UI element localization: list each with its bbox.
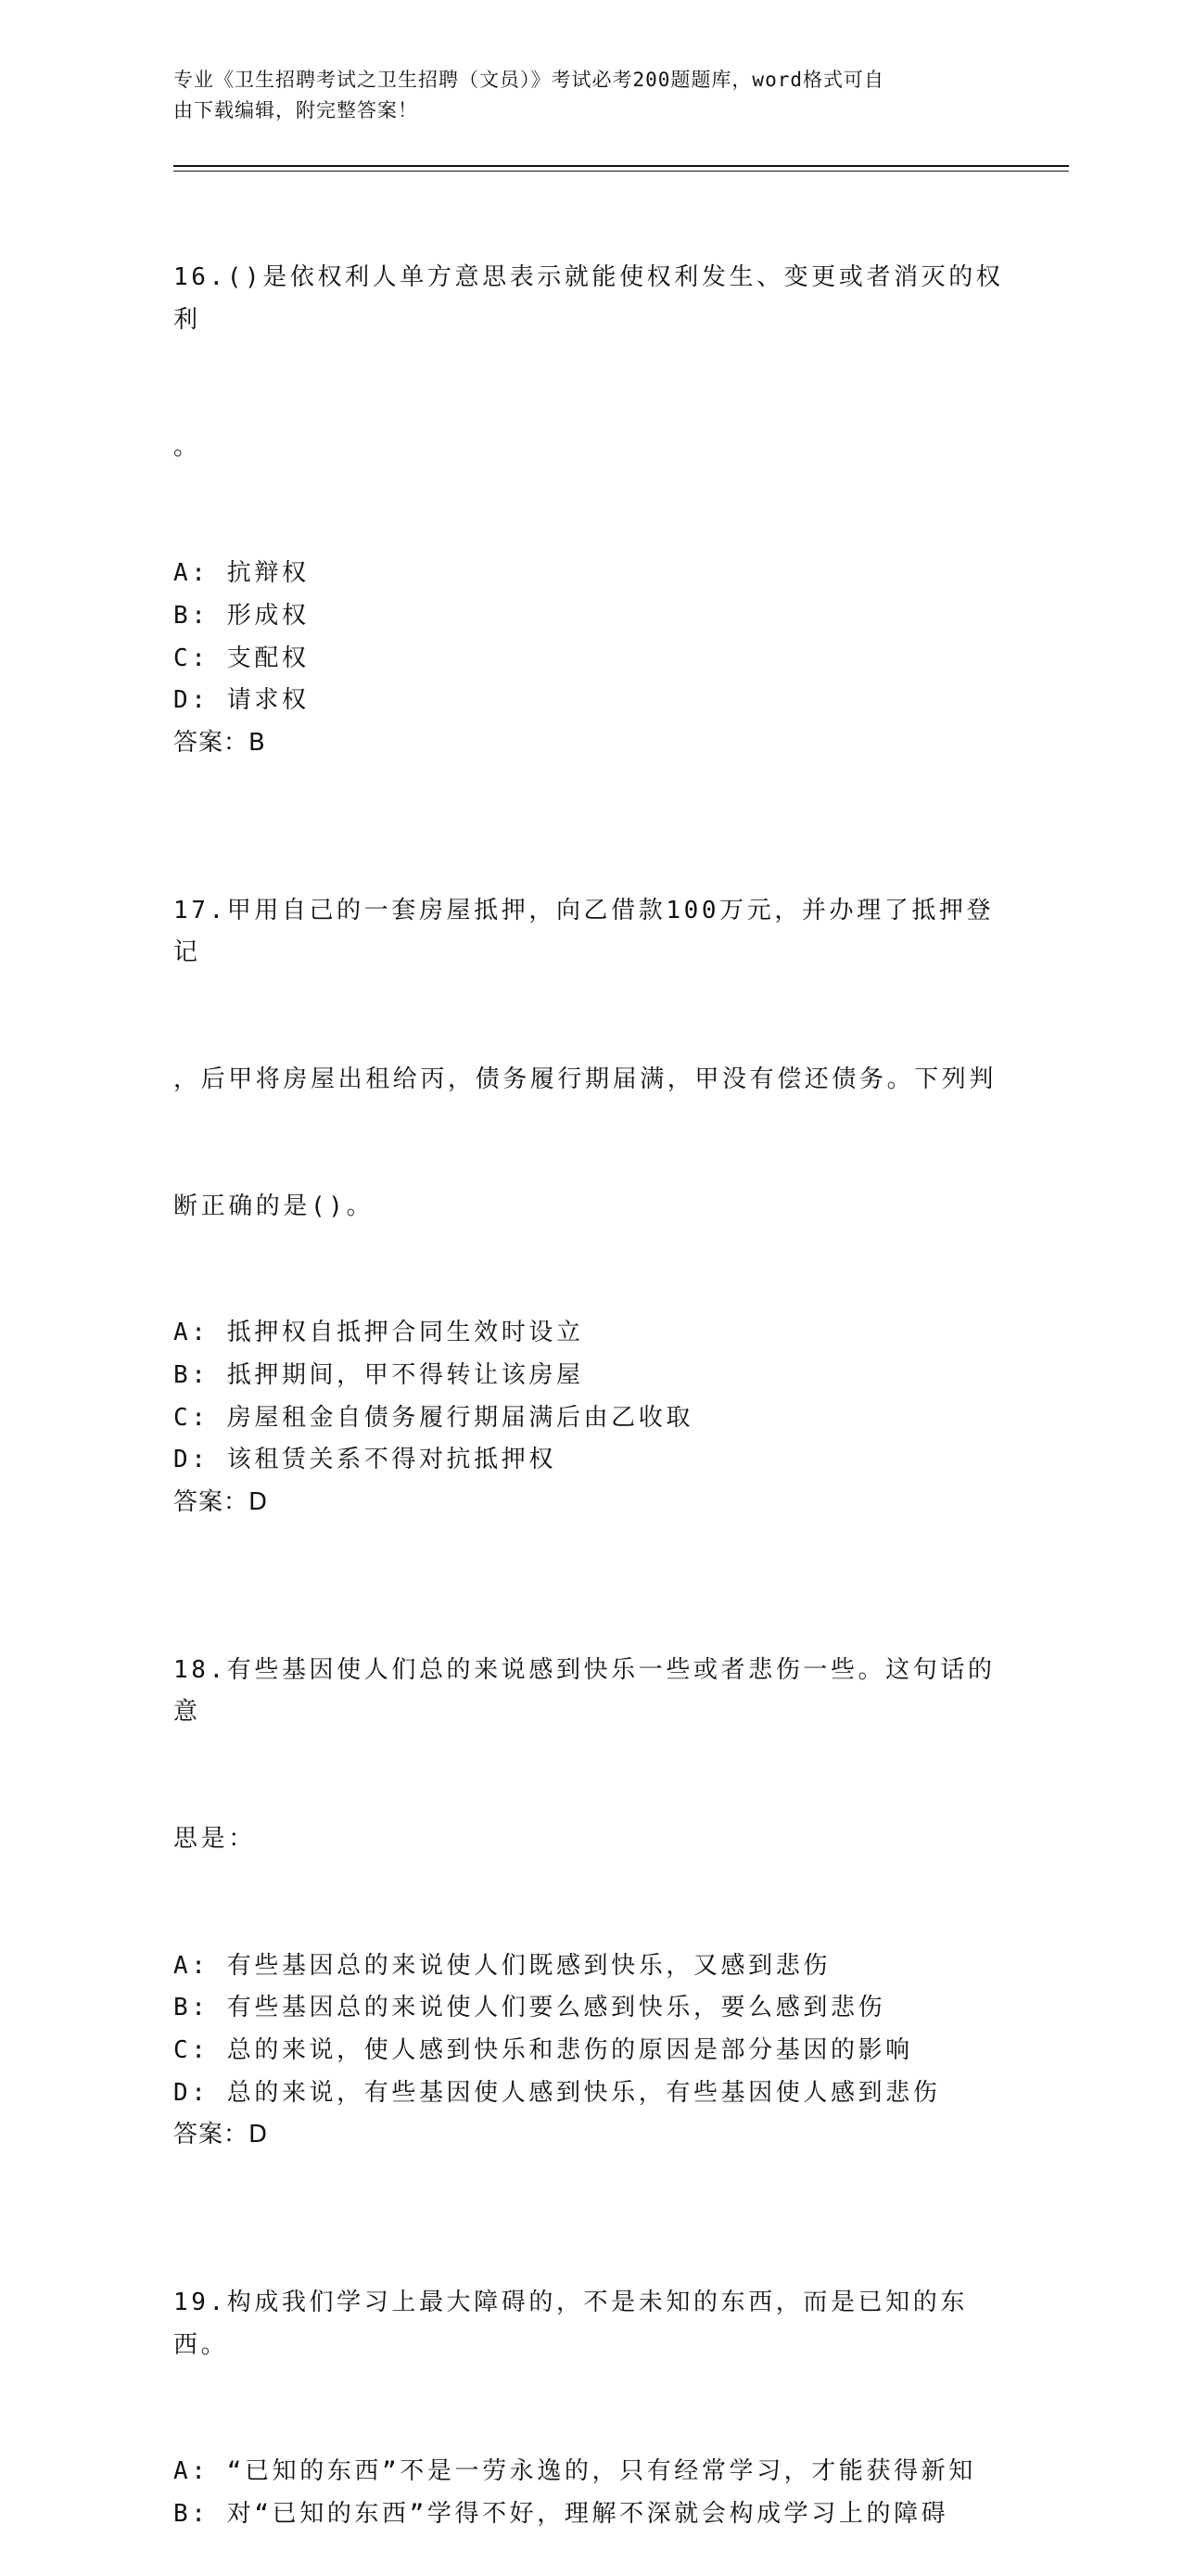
question-stem <box>173 1564 1008 1945</box>
header-divider-thick <box>173 165 1069 167</box>
question-16 <box>173 172 1008 764</box>
question-stem <box>173 2198 1008 2452</box>
question-list <box>173 172 1008 2576</box>
option-c: C: 总的来说，使人感到快乐和悲伤的原因是部分基因的影响 <box>173 2035 913 2064</box>
stem-line: 。 <box>173 432 201 461</box>
stem-line: 断正确的是()。 <box>173 1192 375 1220</box>
stem-line: 19.构成我们学习上最大障碍的，不是未知的东西，而是已知的东西。 <box>173 2288 968 2359</box>
question-stem <box>173 172 1008 553</box>
question-stem <box>173 805 1008 1312</box>
question-17 <box>173 805 1008 1524</box>
option-d: D: 总的来说，有些基因使人感到快乐，有些基因使人感到悲伤 <box>173 2078 941 2107</box>
stem-line: 18.有些基因使人们总的来说感到快乐一些或者悲伤一些。这句话的意 <box>173 1655 996 1727</box>
stem-line: 思是： <box>173 1824 256 1853</box>
option-c: C: 房屋租金自债务履行期届满后由乙收取 <box>173 1403 693 1432</box>
option-b: B: 有些基因总的来说使人们要么感到快乐，要么感到悲伤 <box>173 1994 886 2022</box>
header-line-1: 专业《卫生招聘考试之卫生招聘（文员）》考试必考200题题库，word格式可自 <box>173 69 884 91</box>
option-b: B: 对“已知的东西”学得不好，理解不深就会构成学习上的障碍 <box>173 2499 949 2528</box>
header-line-2: 由下载编辑，附完整答案！ <box>173 99 418 121</box>
option-d: D: 请求权 <box>173 686 310 715</box>
option-a: A: 抵押权自抵押合同生效时设立 <box>173 1319 584 1347</box>
document-header <box>173 65 1008 126</box>
answer-line: 答案：B <box>173 728 266 757</box>
stem-line: 17.甲用自己的一套房屋抵押，向乙借款100万元，并办理了抵押登记 <box>173 896 995 967</box>
stem-line: ，后甲将房屋出租给丙，债务履行期届满，甲没有偿还债务。下列判 <box>173 1065 998 1093</box>
answer-line: 答案：D <box>173 1487 269 1516</box>
stem-line: 16.()是依权利人单方意思表示就能使权利发生、变更或者消灭的权利 <box>173 263 1004 334</box>
answer-line: 答案：D <box>173 2121 269 2149</box>
option-a: A: 有些基因总的来说使人们既感到快乐，又感到悲伤 <box>173 1951 831 1980</box>
question-19 <box>173 2198 1008 2536</box>
option-b: B: 抵押期间，甲不得转让该房屋 <box>173 1361 584 1390</box>
option-b: B: 形成权 <box>173 601 310 630</box>
option-d: D: 该租赁关系不得对抗抵押权 <box>173 1446 556 1474</box>
option-a: A: 抗辩权 <box>173 559 310 588</box>
option-c: C: 支配权 <box>173 644 310 672</box>
header-divider-thin <box>173 171 1069 172</box>
option-a: A: “已知的东西”不是一劳永逸的，只有经常学习，才能获得新知 <box>173 2457 976 2486</box>
question-18 <box>173 1564 1008 2156</box>
